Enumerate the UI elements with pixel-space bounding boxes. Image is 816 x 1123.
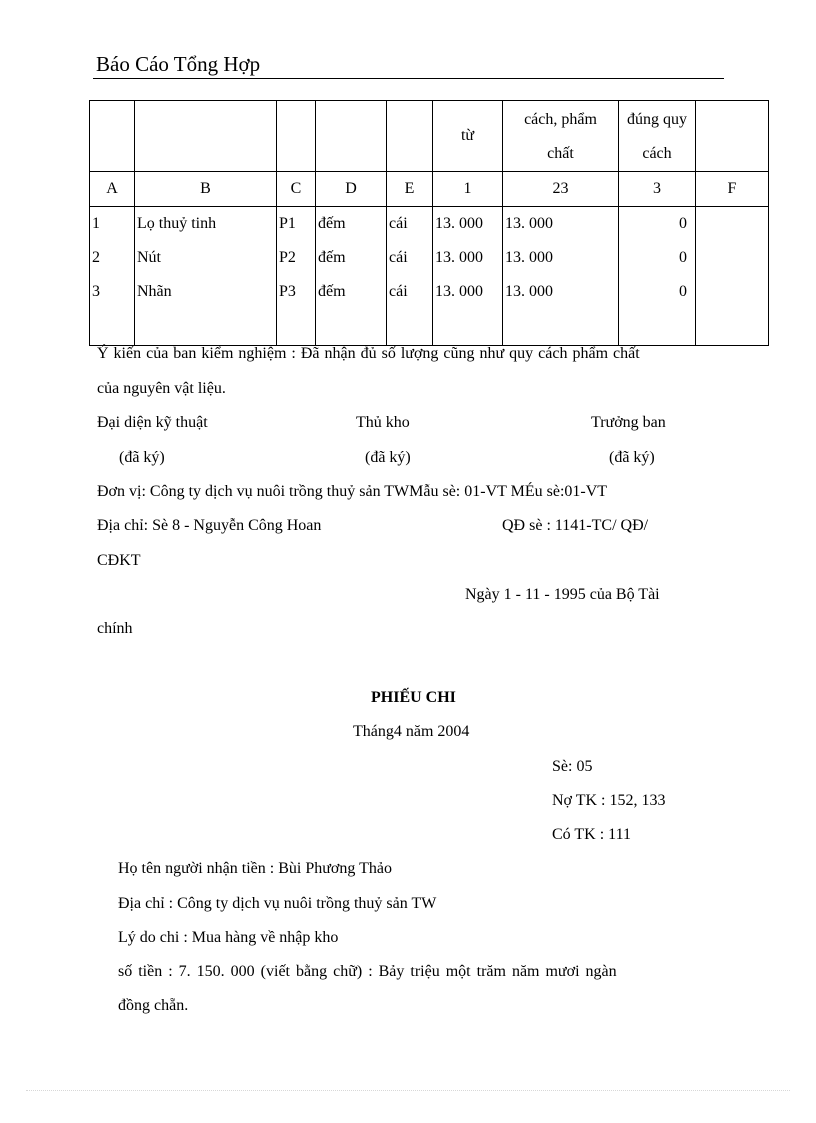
row-f xyxy=(696,275,769,309)
row-name: Nút xyxy=(135,241,277,275)
table-row xyxy=(90,241,769,275)
header-cell-3 xyxy=(619,101,696,172)
row-f xyxy=(696,207,769,242)
empty-cell xyxy=(503,309,619,345)
row-stt: 1 xyxy=(90,207,135,242)
row-unit: cái xyxy=(387,207,433,242)
letter-cell: D xyxy=(316,172,387,207)
row-qty: 13. 000 xyxy=(433,275,503,309)
header-text-dung-quy: đúng quy xyxy=(627,111,687,128)
header-cell-e xyxy=(387,101,433,172)
row-qty: 13. 000 xyxy=(433,241,503,275)
empty-cell xyxy=(619,309,696,345)
row-unit: cái xyxy=(387,241,433,275)
row-qty-ok: 13. 000 xyxy=(503,241,619,275)
voucher-amount-cont: đồng chẵn. xyxy=(118,997,189,1014)
row-measure: đếm xyxy=(316,275,387,309)
empty-cell xyxy=(316,309,387,345)
opinion-line-2: của nguyên vật liệu. xyxy=(97,380,226,397)
letter-cell: 1 xyxy=(433,172,503,207)
row-name: Lọ thuỷ tinh xyxy=(135,207,277,242)
decision-number: QĐ sè : 1141-TC/ QĐ/ xyxy=(502,517,649,534)
table-empty-row xyxy=(90,309,769,345)
letter-cell: C xyxy=(277,172,316,207)
table-row xyxy=(90,275,769,309)
signature-role-head: Trưởng ban xyxy=(591,414,666,431)
empty-cell xyxy=(696,309,769,345)
page-header-title: Báo Cáo Tổng Hợp xyxy=(96,52,261,76)
header-cell-1 xyxy=(433,101,503,172)
voucher-address: Địa chỉ : Công ty dịch vụ nuôi trồng thuỷ sản TW xyxy=(118,895,437,912)
row-code: P1 xyxy=(277,207,316,242)
company-unit-line: Đơn vị: Công ty dịch vụ nuôi trồng thuỷ sản TWMẫu sè: 01-VT MÉu sè:01-VT xyxy=(97,483,608,500)
header-text-cach-pham: cách, phẩm xyxy=(524,111,597,128)
row-qty-bad: 0 xyxy=(619,275,696,309)
row-measure: đếm xyxy=(316,207,387,242)
voucher-credit-account: Có TK : 111 xyxy=(552,826,631,843)
signature-status-technical: (đã ký) xyxy=(119,449,165,466)
letter-cell: 23 xyxy=(503,172,619,207)
header-text-chat: chất xyxy=(547,145,574,162)
row-unit: cái xyxy=(387,275,433,309)
row-name: Nhãn xyxy=(135,275,277,309)
voucher-reason: Lý do chi : Mua hàng về nhập kho xyxy=(118,929,339,946)
letter-cell: A xyxy=(90,172,135,207)
decision-date: Ngày 1 - 11 - 1995 của Bộ Tài xyxy=(465,586,660,603)
letter-cell: 3 xyxy=(619,172,696,207)
row-qty-bad: 0 xyxy=(619,207,696,242)
empty-cell xyxy=(277,309,316,345)
letter-cell: E xyxy=(387,172,433,207)
empty-cell xyxy=(90,309,135,345)
page-footer-rule xyxy=(26,1090,790,1091)
signature-status-storekeeper: (đã ký) xyxy=(365,449,411,466)
letter-cell: F xyxy=(696,172,769,207)
empty-cell xyxy=(135,309,277,345)
voucher-amount: số tiền : 7. 150. 000 (viết bằng chữ) : Bảy triệu một trăm năm mươi ngàn xyxy=(118,963,617,980)
voucher-debit-account: Nợ TK : 152, 133 xyxy=(552,792,666,809)
row-measure: đếm xyxy=(316,241,387,275)
table-letter-row xyxy=(90,172,769,207)
row-stt: 2 xyxy=(90,241,135,275)
header-cell-f xyxy=(696,101,769,172)
voucher-title: PHIẾU CHI xyxy=(371,689,456,706)
empty-cell xyxy=(433,309,503,345)
header-text-tu: từ xyxy=(460,127,475,144)
company-address: Địa chỉ: Sè 8 - Nguyễn Công Hoan xyxy=(97,517,322,534)
row-qty-ok: 13. 000 xyxy=(503,275,619,309)
row-qty-ok: 13. 000 xyxy=(503,207,619,242)
header-cell-d xyxy=(316,101,387,172)
row-qty-bad: 0 xyxy=(619,241,696,275)
signature-status-head: (đã ký) xyxy=(609,449,655,466)
decision-cdkt: CĐKT xyxy=(97,552,141,569)
row-stt: 3 xyxy=(90,275,135,309)
voucher-recipient: Họ tên người nhận tiền : Bùi Phương Thảo xyxy=(118,860,392,877)
row-code: P3 xyxy=(277,275,316,309)
signature-role-storekeeper: Thủ kho xyxy=(356,414,410,431)
header-cell-c xyxy=(277,101,316,172)
letter-cell: B xyxy=(135,172,277,207)
header-cell-a xyxy=(90,101,135,172)
decision-date-cont: chính xyxy=(97,620,133,637)
header-cell-23 xyxy=(503,101,619,172)
signature-role-technical: Đại diện kỹ thuật xyxy=(97,414,208,431)
row-code: P2 xyxy=(277,241,316,275)
header-text-cach: cách xyxy=(642,145,672,162)
row-qty: 13. 000 xyxy=(433,207,503,242)
opinion-line-1: Ý kiến của ban kiểm nghiệm : Đã nhận đủ số lượng cũng như quy cách phẩm chất xyxy=(97,345,640,362)
voucher-month: Tháng4 năm 2004 xyxy=(353,723,470,740)
table-row xyxy=(90,207,769,242)
voucher-number: Sè: 05 xyxy=(552,758,593,775)
header-cell-b xyxy=(135,101,277,172)
header-rule xyxy=(93,78,724,79)
table-header-row xyxy=(90,101,769,172)
empty-cell xyxy=(387,309,433,345)
row-f xyxy=(696,241,769,275)
inspection-table xyxy=(89,100,769,346)
